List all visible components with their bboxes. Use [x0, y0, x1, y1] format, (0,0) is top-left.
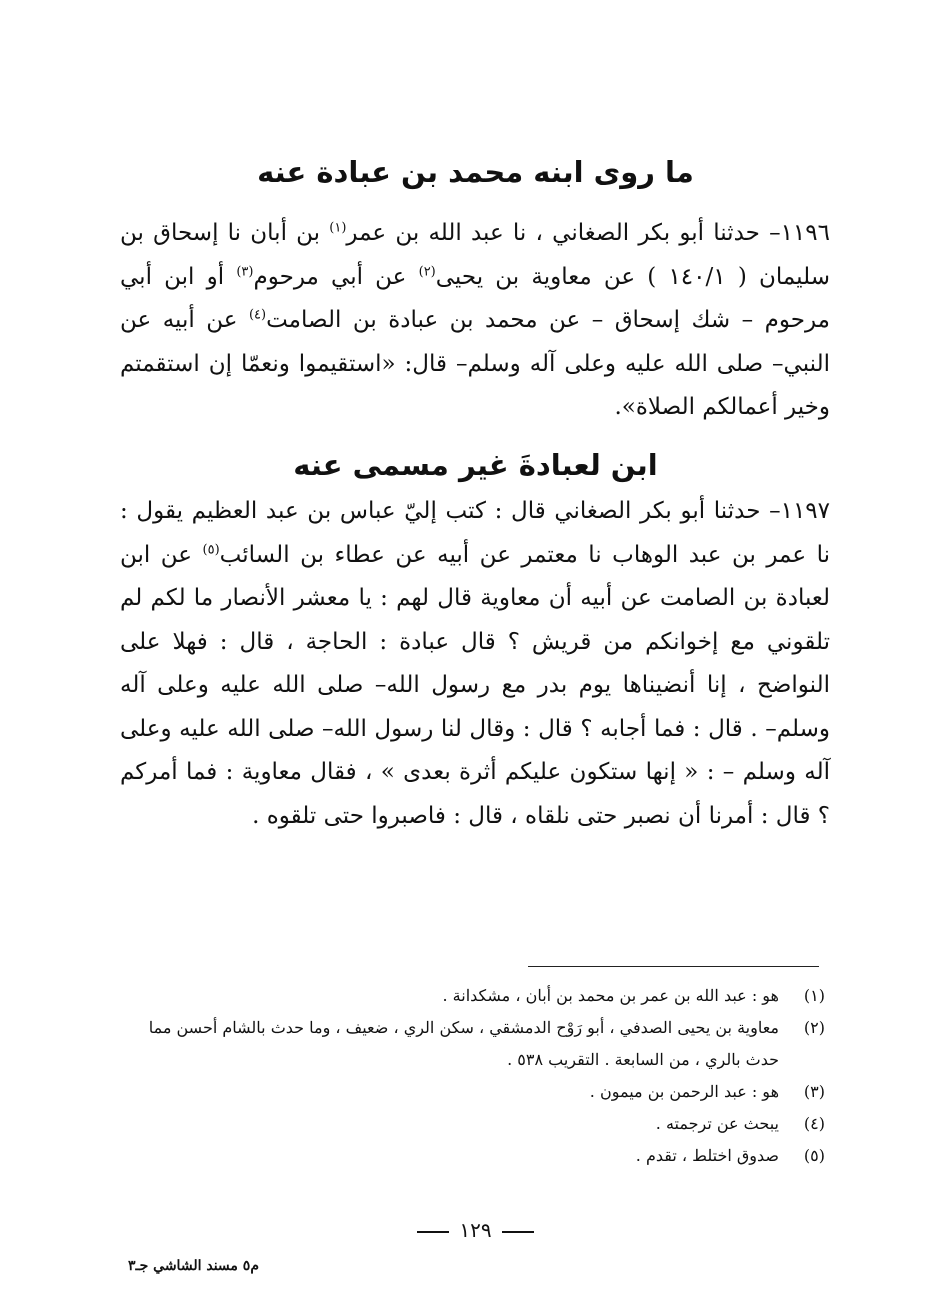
footnote-item [120, 1140, 825, 1172]
hadith-1197: ١١٩٧– حدثنا أبو بكر الصغاني قال : كتب إليّ عباس بن عبد العظيم يقول : نا عمر بن عبد الوهاب نا معتمر عن أبيه عن عطاء بن السائب$^{(٥)}$ عن ابن لعبادة بن الصامت عن أبيه أن معاوية قال لهم : يا معشر الأنصار ما لكم لم تلقوني مع إخوانكم من قريش ؟ قال عبادة : الحاجة ، قال : فهلا على النواضح ، إنا أنضيناها يوم بدر مع رسول الله– صلى الله عليه وعلى آله وسلم– . قال : فما أجابه ؟ قال : وقال لنا رسول الله– صلى الله عليه وعلى آله وسلم – : « إنها ستكون عليكم أثرة بعدى » ، فقال معاوية : فما أمركم ؟ قال : أمرنا أن نصبر حتى نلقاه ، قال : فاصبروا حتى تلقوه . [120, 498, 831, 829]
footnote-text: صدوق اختلط ، تقدم . [635, 1146, 779, 1165]
page-number-value: ١٢٩ [459, 1218, 492, 1242]
footnote-text: يبحث عن ترجمته . [655, 1114, 779, 1133]
footnote-item [120, 1076, 825, 1108]
footnote-ref[interactable]: (٥) [202, 541, 220, 557]
hadith-text: عن أبيه عن النبي– صلى الله عليه وعلى آله وسلم– قال: «استقيموا ونعمّا إن استقمتم وخير أعمالكم الصلاة». [120, 307, 830, 420]
footnote-item [120, 980, 825, 1012]
hadith-text: حدثنا أبو بكر الصغاني قال : كتب إليّ عباس بن عبد العظيم يقول : نا عمر بن عبد الوهاب نا معتمر عن أبيه عن عطاء بن السائب [120, 498, 830, 568]
footnote-text: معاوية بن يحيى الصدفي ، أبو رَوْح الدمشقي ، سكن الري ، ضعيف ، وما حدث بالشام أحسن مما حدث بالري ، من السابعة . التقريب ٥٣٨ . [148, 1018, 779, 1069]
hadith-text: أو ابن أبي مرحوم – شك إسحاق – عن محمد بن عبادة بن الصامت [120, 263, 830, 333]
hadith-number: ١١٩٦ [780, 220, 830, 246]
footnote-number: (٢) [803, 1018, 825, 1037]
book-signature: م٥ مسند الشاشي جـ٣ [128, 1258, 259, 1274]
footnote-number: (١) [803, 986, 825, 1005]
hadith-text: بن أبان نا إسحاق بن سليمان ( ١٤٠/١ ) عن معاوية بن يحيى [120, 220, 831, 290]
hadith-1196: ١١٩٦– حدثنا أبو بكر الصغاني ، نا عبد الله بن عمر$^{(١)}$ بن أبان نا إسحاق بن سليمان ( ١٤٠/١ ) عن معاوية بن يحيى$^{(٢)}$ عن أبي مرحوم$^{(٣)}$ أو ابن أبي مرحوم – شك إسحاق – عن محمد بن عبادة بن الصامت$^{(٤)}$ عن أبيه عن النبي– صلى الله عليه وعلى آله وسلم– قال: «استقيموا ونعمّا إن استقمتم وخير أعمالكم الصلاة». [120, 220, 831, 420]
hadith-text: عن أبي مرحوم [253, 263, 419, 290]
footnote-ref[interactable]: (٢) [418, 263, 436, 279]
hadith-number: ١١٩٧ [780, 498, 831, 524]
footnote-ref[interactable]: (٤) [248, 307, 267, 323]
section-heading: ما روى ابنه محمد بن عبادة عنه [257, 155, 694, 189]
section-heading: ابن لعبادةَ غير مسمى عنه [293, 448, 658, 482]
footnote-number: (٥) [803, 1146, 825, 1165]
footnote-text: هو : عبد الرحمن بن ميمون . [589, 1082, 779, 1101]
dash-decoration [417, 1231, 449, 1233]
footnote-item [120, 1012, 825, 1076]
footnote-number: (٤) [803, 1114, 825, 1133]
hadith-text: عن ابن لعبادة بن الصامت عن أبيه أن معاوية قال لهم : يا معشر الأنصار ما لكم لم تلقوني مع إخوانكم من قريش ؟ قال عبادة : الحاجة ، قال : فهلا على النواضح ، إنا أنضيناها يوم بدر مع رسول الله– صلى الله عليه وعلى آله وسلم– . قال : فما أجابه ؟ قال : وقال لنا رسول الله– صلى الله عليه وعلى آله وسلم – : « إنها ستكون عليكم أثرة بعدى » ، فقال معاوية : فما أمركم ؟ قال : أمرنا أن نصبر حتى نلقاه ، قال : فاصبروا حتى تلقوه . [120, 541, 830, 829]
footnote-ref[interactable]: (١) [329, 220, 347, 236]
footnote-ref[interactable]: (٣) [236, 263, 254, 279]
dash-decoration [502, 1231, 534, 1233]
hadith-text: حدثنا أبو بكر الصغاني ، نا عبد الله بن عمر [346, 220, 760, 246]
footnote-divider [528, 966, 819, 967]
footnote-text: هو : عبد الله بن عمر بن محمد بن أبان ، مشكدانة . [442, 986, 779, 1005]
footnotes [120, 980, 825, 1172]
footnote-number: (٣) [803, 1082, 825, 1101]
footnote-item [120, 1108, 825, 1140]
page-number [0, 1218, 951, 1242]
